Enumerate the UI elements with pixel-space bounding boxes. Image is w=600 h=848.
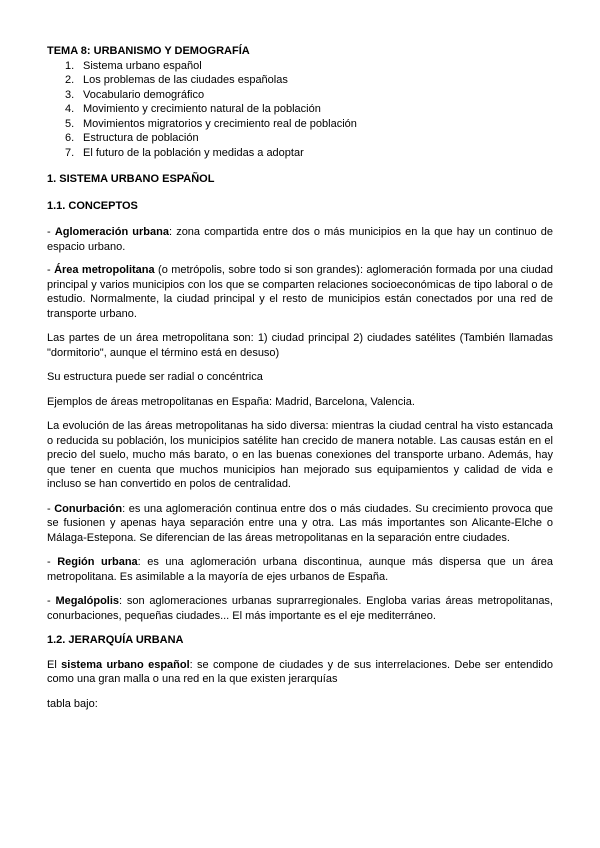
definition-conurbacion: : es una aglomeración continua entre dos o más ciudades. Su crecimiento provoca que se fusionen y apenas haya separación entre una y otra. Las más importantes son Alicante-Elche o Málaga-Estepona. Se diferencian de las áreas metropolitanas en la separación entre ciudades. [47,502,553,544]
toc-item-number: 4. [65,103,75,115]
bullet-prefix: - [47,595,56,607]
definition-megalopolis: : son aglomeraciones urbanas suprarregionales. Engloba varias áreas metropolitanas, conurbaciones, pequeñas ciudades... El más importante es el eje mediterráneo. [47,595,553,622]
toc-item [65,117,553,132]
paragraph-sistema-urbano [47,658,553,687]
toc-item [65,102,553,117]
bullet-prefix: - [47,502,55,515]
paragraph-evolucion: La evolución de las áreas metropolitanas ha sido diversa: mientras la ciudad central ha visto estancada o reducida su población, los municipios satélite han crecido de manera notable. Las causas están en el precio del suelo, mucho más barato, o en las buenas conexiones del transporte urbano. Además, hay que tener en cuenta que muchos municipios han mejorado sus equipamientos y calidad de vida e incluso se han convertido en polos de centralidad. [47,420,553,490]
document-title: TEMA 8: URBANISMO Y DEMOGRAFÍA [47,45,250,57]
toc-item-label: Movimiento y crecimiento natural de la población [83,103,321,115]
definition-aglomeracion: : zona compartida entre dos o más municipios en la que hay un continuo de espacio urbano. [47,226,553,253]
paragraph-tabla: tabla bajo: [47,697,98,710]
paragraph-estructura: Su estructura puede ser radial o concéntrica [47,371,263,383]
sentence-prefix: El [47,658,62,671]
section-heading-1-2: 1.2. JERARQUÍA URBANA [47,634,184,646]
term-region-urbana: Región urbana [57,556,138,568]
bullet-prefix: - [47,226,55,238]
toc-item-number: 7. [65,146,75,159]
toc-item [65,131,553,146]
term-sistema-urbano: sistema urbano español [61,658,190,671]
definition-region-urbana: : es una aglomeración urbana discontinua, aunque más dispersa que un área metropolitana. Es asimilable a la mayoría de ejes urbanos de España. [47,556,553,583]
paragraph-partes: Las partes de un área metropolitana son: 1) ciudad principal 2) ciudades satélites (También llamadas "dormitorio", aunque el término está en desuso) [47,332,553,359]
paragraph-megalopolis [47,594,553,623]
paragraph-region-urbana [47,555,553,584]
term-conurbacion: Conurbación [54,502,123,515]
definition-sistema-urbano: : se compone de ciudades y de sus interrelaciones. Debe ser entendido como una gran malla o una red en la que existen jerarquías [47,658,553,685]
paragraph-conurbacion [47,502,553,546]
toc-item-label: El futuro de la población y medidas a adoptar [83,146,304,159]
term-aglomeracion: Aglomeración urbana [54,226,169,238]
table-of-contents [47,59,553,161]
section-heading-1: 1. SISTEMA URBANO ESPAÑOL [47,173,215,185]
bullet-prefix: - [47,264,55,276]
toc-item-label: Estructura de población [83,132,199,144]
paragraph-area-metropolitana [47,263,553,321]
toc-item [65,73,553,88]
toc-item-label: Los problemas de las ciudades españolas [83,74,288,86]
section-heading-1-1: 1.1. CONCEPTOS [47,199,138,212]
term-megalopolis: Megalópolis [55,595,120,607]
definition-area-metropolitana: (o metrópolis, sobre todo si son grandes): aglomeración formada por una ciudad principal y varios municipios con los que se comparten relaciones socioeconómicas de tipo laboral o de estudio. Normalmente, la ciudad principal y el resto de municipios están conectados por una red de transporte urbano. [47,264,553,320]
bullet-prefix: - [47,556,58,568]
paragraph-ejemplos: Ejemplos de áreas metropolitanas en España: Madrid, Barcelona, Valencia. [47,395,415,408]
toc-item-label: Vocabulario demográfico [83,88,205,101]
paragraph-aglomeracion [47,225,553,254]
toc-item-number: 6. [65,132,75,144]
toc-item [65,59,553,74]
toc-item-label: Movimientos migratorios y crecimiento real de población [83,117,357,130]
toc-item-number: 5. [65,117,75,130]
toc-item-number: 2. [65,74,75,86]
document-body [47,44,553,711]
term-area-metropolitana: Área metropolitana [54,264,155,276]
toc-item-label: Sistema urbano español [83,59,202,72]
toc-item [65,146,553,161]
toc-item [65,88,553,103]
toc-item-number: 1. [65,59,75,72]
toc-item-number: 3. [65,88,75,101]
